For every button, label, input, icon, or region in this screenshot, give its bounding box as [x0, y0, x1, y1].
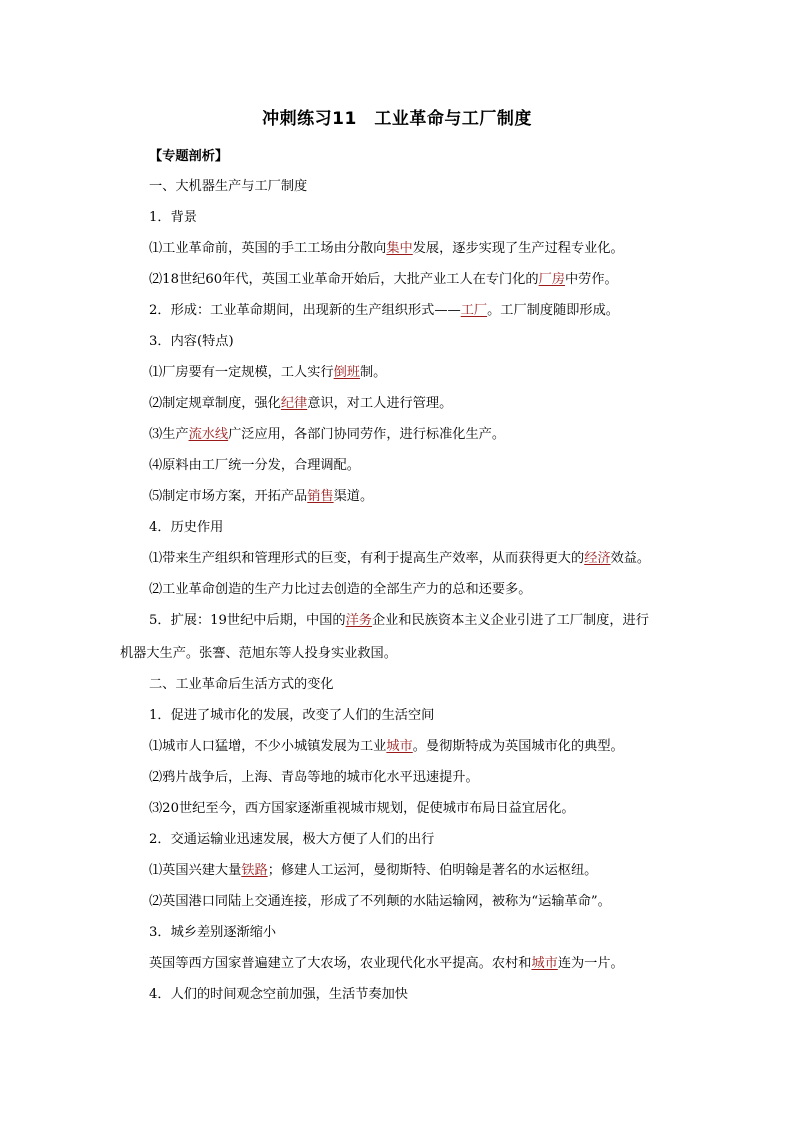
heading-2: 二、工业革命后生活方式的变化 [149, 677, 334, 692]
subheading: 2．交通运输业迅速发展，极大方便了人们的出行 [149, 832, 435, 847]
paragraph: ⑵鸦片战争后，上海、青岛等地的城市化水平迅速提升。 [149, 770, 479, 785]
keyword: 经济 [584, 551, 611, 566]
paragraph: 英国等西方国家普遍建立了大农场，农业现代化水平提高。农村和城市连为一片。 [149, 956, 624, 971]
keyword: 城市 [531, 956, 558, 971]
subheading: 4．人们的时间观念空前加强，生活节奏加快 [149, 987, 408, 1002]
keyword: 城市 [386, 739, 413, 754]
paragraph: ⑸制定市场方案，开拓产品销售渠道。 [149, 489, 374, 504]
subheading: 1．背景 [149, 210, 197, 225]
keyword: 流水线 [188, 427, 229, 442]
subheading: 4．历史作用 [149, 520, 224, 535]
paragraph: ⑵制定规章制度，强化纪律意识，对工人进行管理。 [149, 396, 453, 411]
paragraph: ⑴城市人口猛增，不少小城镇发展为工业城市。曼彻斯特成为英国城市化的典型。 [149, 739, 624, 754]
keyword: 销售 [307, 489, 334, 504]
paragraph: ⑴工业革命前，英国的手工工场由分散向集中发展，逐步实现了生产过程专业化。 [149, 241, 624, 256]
paragraph: ⑴厂房要有一定规模，工人实行倒班制。 [149, 365, 387, 380]
subheading: 3．城乡差别逐渐缩小 [149, 925, 277, 940]
paragraph-continuation: 机器大生产。张謇、范旭东等人投身实业救国。 [120, 646, 397, 661]
keyword: 集中 [386, 241, 413, 256]
paragraph: ⑶20世纪至今，西方国家逐渐重视城市规划，促使城市布局日益宜居化。 [149, 801, 575, 816]
paragraph: ⑴带来生产组织和管理形式的巨变，有利于提高生产效率，从而获得更大的经济效益。 [149, 551, 651, 566]
keyword: 倒班 [333, 365, 360, 380]
paragraph: ⑷原料由工厂统一分发，合理调配。 [149, 458, 360, 473]
paragraph: ⑵英国港口同陆上交通连接，形成了不列颠的水陆运输网，被称为“运输革命”。 [149, 894, 611, 909]
keyword: 铁路 [241, 863, 268, 878]
keyword: 洋务 [345, 613, 372, 628]
keyword: 厂房 [538, 272, 565, 287]
paragraph: ⑵18世纪60年代，英国工业革命开始后，大批产业工人在专门化的厂房中劳作。 [149, 272, 618, 287]
page-title: 冲刺练习11 工业革命与工厂制度 [262, 109, 532, 129]
paragraph: 2．形成：工业革命期间，出现新的生产组织形式——工厂。工厂制度随即形成。 [149, 303, 619, 318]
subheading: 1．促进了城市化的发展，改变了人们的生活空间 [149, 708, 435, 723]
section-label: 【专题剖析】 [149, 149, 229, 164]
paragraph: ⑴英国兴建大量铁路；修建人工运河，曼彻斯特、伯明翰是著名的水运枢纽。 [149, 863, 598, 878]
keyword: 纪律 [280, 396, 308, 411]
subheading: 3．内容(特点) [149, 334, 234, 349]
keyword: 工厂 [460, 303, 488, 318]
paragraph: ⑵工业革命创造的生产力比过去创造的全部生产力的总和还要多。 [149, 582, 532, 597]
paragraph: 5．扩展：19世纪中后期，中国的洋务企业和民族资本主义企业引进了工厂制度，进行 [149, 613, 649, 628]
paragraph: ⑶生产流水线广泛应用，各部门协同劳作，进行标准化生产。 [149, 427, 506, 442]
heading-1: 一、大机器生产与工厂制度 [149, 179, 308, 194]
